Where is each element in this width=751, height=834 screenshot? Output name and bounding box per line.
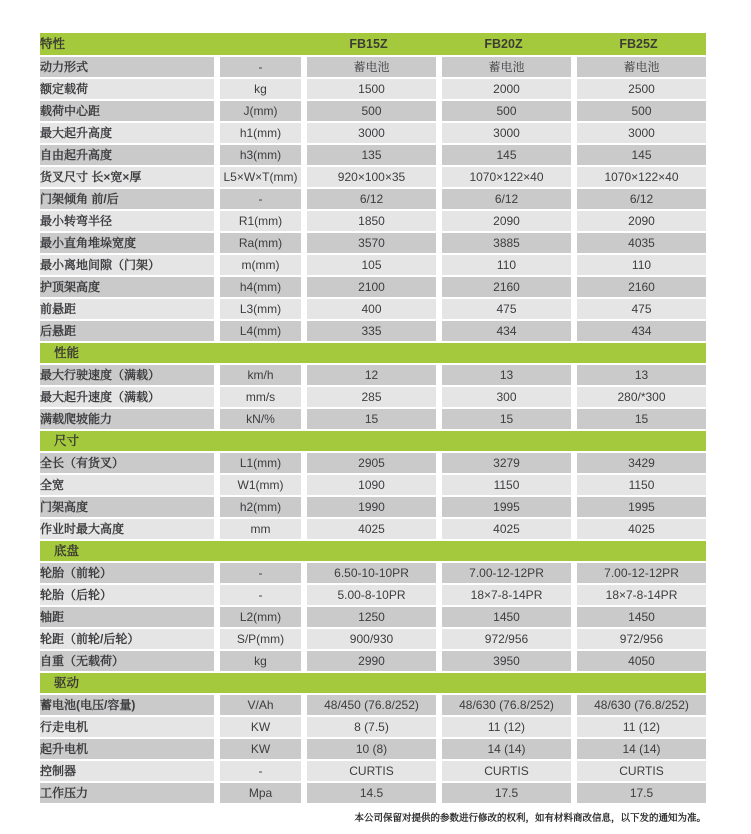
- spec-row: [40, 605, 706, 627]
- spec-value-model-2: 7.00-12-12PR: [436, 561, 571, 583]
- spec-value-model-3: 14 (14): [571, 737, 706, 759]
- spec-value-model-1: CURTIS: [301, 759, 436, 781]
- spec-value-model-2: CURTIS: [436, 759, 571, 781]
- spec-unit: R1(mm): [214, 209, 301, 231]
- spec-row: [40, 759, 706, 781]
- spec-value-model-1: 1500: [301, 77, 436, 99]
- spec-row: [40, 407, 706, 429]
- spec-label: 自重（无载荷）: [40, 649, 214, 671]
- disclaimer-note: 本公司保留对提供的参数进行修改的权利，如有材料商改信息，以下发的通知为准。: [354, 813, 706, 824]
- spec-value-model-3: 4025: [571, 517, 706, 539]
- spec-row: [40, 55, 706, 77]
- spec-row: [40, 561, 706, 583]
- spec-value-model-2: 300: [436, 385, 571, 407]
- spec-value-model-3: 2090: [571, 209, 706, 231]
- spec-row: [40, 319, 706, 341]
- header-unit-label: [214, 33, 301, 55]
- spec-label: 蓄电池(电压/容量): [40, 693, 214, 715]
- spec-value-model-2: 48/630 (76.8/252): [436, 693, 571, 715]
- spec-value-model-2: 434: [436, 319, 571, 341]
- spec-label: 最小离地间隙（门架）: [40, 253, 214, 275]
- spec-value-model-2: 蓄电池: [436, 55, 571, 77]
- spec-row: [40, 77, 706, 99]
- section-title: 驱动: [40, 671, 706, 693]
- header-model-fb15z: FB15Z: [301, 33, 436, 55]
- spec-unit: L5×W×T(mm): [214, 165, 301, 187]
- spec-label: 轴距: [40, 605, 214, 627]
- spec-row: [40, 363, 706, 385]
- spec-value-model-1: 1850: [301, 209, 436, 231]
- spec-value-model-3: 280/*300: [571, 385, 706, 407]
- spec-value-model-1: 2905: [301, 451, 436, 473]
- spec-unit: h1(mm): [214, 121, 301, 143]
- spec-value-model-1: 蓄电池: [301, 55, 436, 77]
- spec-unit: S/P(mm): [214, 627, 301, 649]
- spec-unit: km/h: [214, 363, 301, 385]
- spec-row: [40, 99, 706, 121]
- spec-unit: kg: [214, 649, 301, 671]
- section-header-row: [40, 539, 706, 561]
- spec-row: [40, 473, 706, 495]
- spec-value-model-2: 110: [436, 253, 571, 275]
- spec-unit: m(mm): [214, 253, 301, 275]
- spec-label: 作业时最大高度: [40, 517, 214, 539]
- spec-value-model-2: 1450: [436, 605, 571, 627]
- spec-value-model-2: 145: [436, 143, 571, 165]
- spec-value-model-2: 972/956: [436, 627, 571, 649]
- spec-value-model-3: 475: [571, 297, 706, 319]
- spec-label: 自由起升高度: [40, 143, 214, 165]
- spec-value-model-2: 3950: [436, 649, 571, 671]
- spec-label: 轮胎（前轮）: [40, 561, 214, 583]
- spec-value-model-1: 1250: [301, 605, 436, 627]
- spec-unit: KW: [214, 737, 301, 759]
- spec-row: [40, 649, 706, 671]
- forklift-spec-table: [40, 33, 706, 803]
- spec-unit: L4(mm): [214, 319, 301, 341]
- spec-row: [40, 209, 706, 231]
- spec-value-model-2: 2160: [436, 275, 571, 297]
- spec-value-model-3: 2160: [571, 275, 706, 297]
- spec-value-model-3: 11 (12): [571, 715, 706, 737]
- spec-value-model-1: 6/12: [301, 187, 436, 209]
- spec-unit: -: [214, 187, 301, 209]
- spec-value-model-1: 1990: [301, 495, 436, 517]
- spec-value-model-3: 3000: [571, 121, 706, 143]
- spec-row: [40, 275, 706, 297]
- spec-row: [40, 253, 706, 275]
- spec-value-model-3: 7.00-12-12PR: [571, 561, 706, 583]
- spec-unit: L3(mm): [214, 297, 301, 319]
- spec-unit: W1(mm): [214, 473, 301, 495]
- spec-value-model-3: 17.5: [571, 781, 706, 803]
- spec-value-model-3: 2500: [571, 77, 706, 99]
- spec-value-model-3: 13: [571, 363, 706, 385]
- spec-value-model-2: 13: [436, 363, 571, 385]
- spec-value-model-3: 4035: [571, 231, 706, 253]
- spec-value-model-3: 1070×122×40: [571, 165, 706, 187]
- spec-row: [40, 451, 706, 473]
- spec-table-container: [40, 33, 706, 803]
- spec-label: 最大起升速度（满载）: [40, 385, 214, 407]
- spec-label: 载荷中心距: [40, 99, 214, 121]
- spec-unit: kN/%: [214, 407, 301, 429]
- table-header-row: [40, 33, 706, 55]
- spec-value-model-1: 135: [301, 143, 436, 165]
- spec-unit: L1(mm): [214, 451, 301, 473]
- spec-value-model-1: 105: [301, 253, 436, 275]
- spec-unit: mm/s: [214, 385, 301, 407]
- spec-value-model-2: 3000: [436, 121, 571, 143]
- spec-label: 最大行驶速度（满载）: [40, 363, 214, 385]
- spec-label: 最大起升高度: [40, 121, 214, 143]
- spec-row: [40, 517, 706, 539]
- section-title: 性能: [40, 341, 706, 363]
- header-model-fb25z: FB25Z: [571, 33, 706, 55]
- spec-value-model-3: 4050: [571, 649, 706, 671]
- spec-value-model-2: 18×7-8-14PR: [436, 583, 571, 605]
- spec-unit: -: [214, 583, 301, 605]
- spec-row: [40, 583, 706, 605]
- spec-value-model-2: 1995: [436, 495, 571, 517]
- spec-value-model-1: 1090: [301, 473, 436, 495]
- spec-label: 门架倾角 前/后: [40, 187, 214, 209]
- spec-value-model-2: 1070×122×40: [436, 165, 571, 187]
- spec-row: [40, 121, 706, 143]
- spec-label: 后悬距: [40, 319, 214, 341]
- spec-value-model-3: 3429: [571, 451, 706, 473]
- section-header-row: [40, 429, 706, 451]
- spec-label: 护顶架高度: [40, 275, 214, 297]
- spec-unit: -: [214, 759, 301, 781]
- spec-value-model-3: 18×7-8-14PR: [571, 583, 706, 605]
- spec-label: 额定载荷: [40, 77, 214, 99]
- spec-row: [40, 143, 706, 165]
- spec-row: [40, 627, 706, 649]
- spec-label: 全宽: [40, 473, 214, 495]
- spec-label: 行走电机: [40, 715, 214, 737]
- spec-value-model-3: 48/630 (76.8/252): [571, 693, 706, 715]
- spec-label: 控制器: [40, 759, 214, 781]
- section-title: 尺寸: [40, 429, 706, 451]
- spec-label: 前悬距: [40, 297, 214, 319]
- spec-value-model-1: 920×100×35: [301, 165, 436, 187]
- spec-unit: L2(mm): [214, 605, 301, 627]
- spec-value-model-2: 475: [436, 297, 571, 319]
- spec-label: 门架高度: [40, 495, 214, 517]
- spec-value-model-3: 1995: [571, 495, 706, 517]
- spec-value-model-2: 17.5: [436, 781, 571, 803]
- spec-value-model-3: 1150: [571, 473, 706, 495]
- spec-value-model-1: 4025: [301, 517, 436, 539]
- spec-value-model-2: 2090: [436, 209, 571, 231]
- spec-value-model-3: 145: [571, 143, 706, 165]
- spec-row: [40, 165, 706, 187]
- spec-value-model-2: 1150: [436, 473, 571, 495]
- header-feature-label: 特性: [40, 33, 214, 55]
- spec-value-model-1: 3000: [301, 121, 436, 143]
- spec-value-model-2: 3885: [436, 231, 571, 253]
- spec-label: 满载爬坡能力: [40, 407, 214, 429]
- spec-value-model-1: 15: [301, 407, 436, 429]
- spec-value-model-1: 400: [301, 297, 436, 319]
- spec-value-model-3: 434: [571, 319, 706, 341]
- spec-label: 工作压力: [40, 781, 214, 803]
- spec-value-model-2: 3279: [436, 451, 571, 473]
- spec-unit: h3(mm): [214, 143, 301, 165]
- spec-label: 全长（有货叉）: [40, 451, 214, 473]
- spec-unit: h4(mm): [214, 275, 301, 297]
- spec-label: 最小转弯半径: [40, 209, 214, 231]
- spec-value-model-3: 972/956: [571, 627, 706, 649]
- section-title: 底盘: [40, 539, 706, 561]
- spec-value-model-1: 285: [301, 385, 436, 407]
- spec-value-model-1: 900/930: [301, 627, 436, 649]
- spec-label: 动力形式: [40, 55, 214, 77]
- section-header-row: [40, 341, 706, 363]
- spec-value-model-1: 5.00-8-10PR: [301, 583, 436, 605]
- spec-value-model-1: 12: [301, 363, 436, 385]
- spec-unit: -: [214, 561, 301, 583]
- spec-value-model-3: CURTIS: [571, 759, 706, 781]
- spec-label: 货叉尺寸 长×宽×厚: [40, 165, 214, 187]
- spec-value-model-1: 335: [301, 319, 436, 341]
- spec-value-model-1: 48/450 (76.8/252): [301, 693, 436, 715]
- spec-value-model-1: 500: [301, 99, 436, 121]
- spec-unit: J(mm): [214, 99, 301, 121]
- section-header-row: [40, 671, 706, 693]
- spec-value-model-2: 14 (14): [436, 737, 571, 759]
- spec-unit: KW: [214, 715, 301, 737]
- spec-value-model-2: 11 (12): [436, 715, 571, 737]
- spec-value-model-2: 2000: [436, 77, 571, 99]
- spec-row: [40, 385, 706, 407]
- spec-row: [40, 693, 706, 715]
- spec-unit: -: [214, 55, 301, 77]
- spec-value-model-1: 3570: [301, 231, 436, 253]
- spec-value-model-1: 8 (7.5): [301, 715, 436, 737]
- spec-row: [40, 737, 706, 759]
- spec-value-model-2: 4025: [436, 517, 571, 539]
- spec-row: [40, 715, 706, 737]
- spec-value-model-3: 蓄电池: [571, 55, 706, 77]
- spec-value-model-3: 15: [571, 407, 706, 429]
- spec-row: [40, 781, 706, 803]
- spec-value-model-3: 110: [571, 253, 706, 275]
- spec-row: [40, 231, 706, 253]
- spec-value-model-2: 15: [436, 407, 571, 429]
- spec-value-model-3: 500: [571, 99, 706, 121]
- spec-value-model-1: 10 (8): [301, 737, 436, 759]
- spec-row: [40, 297, 706, 319]
- spec-value-model-1: 2100: [301, 275, 436, 297]
- spec-label: 起升电机: [40, 737, 214, 759]
- spec-unit: mm: [214, 517, 301, 539]
- spec-label: 轮胎（后轮）: [40, 583, 214, 605]
- spec-value-model-1: 2990: [301, 649, 436, 671]
- spec-unit: Ra(mm): [214, 231, 301, 253]
- spec-label: 最小直角堆垛宽度: [40, 231, 214, 253]
- spec-value-model-3: 1450: [571, 605, 706, 627]
- spec-unit: h2(mm): [214, 495, 301, 517]
- spec-value-model-1: 6.50-10-10PR: [301, 561, 436, 583]
- spec-unit: V/Ah: [214, 693, 301, 715]
- spec-unit: Mpa: [214, 781, 301, 803]
- header-model-fb20z: FB20Z: [436, 33, 571, 55]
- spec-value-model-2: 500: [436, 99, 571, 121]
- spec-label: 轮距（前轮/后轮）: [40, 627, 214, 649]
- spec-unit: kg: [214, 77, 301, 99]
- spec-row: [40, 495, 706, 517]
- spec-value-model-1: 14.5: [301, 781, 436, 803]
- spec-value-model-2: 6/12: [436, 187, 571, 209]
- spec-row: [40, 187, 706, 209]
- spec-value-model-3: 6/12: [571, 187, 706, 209]
